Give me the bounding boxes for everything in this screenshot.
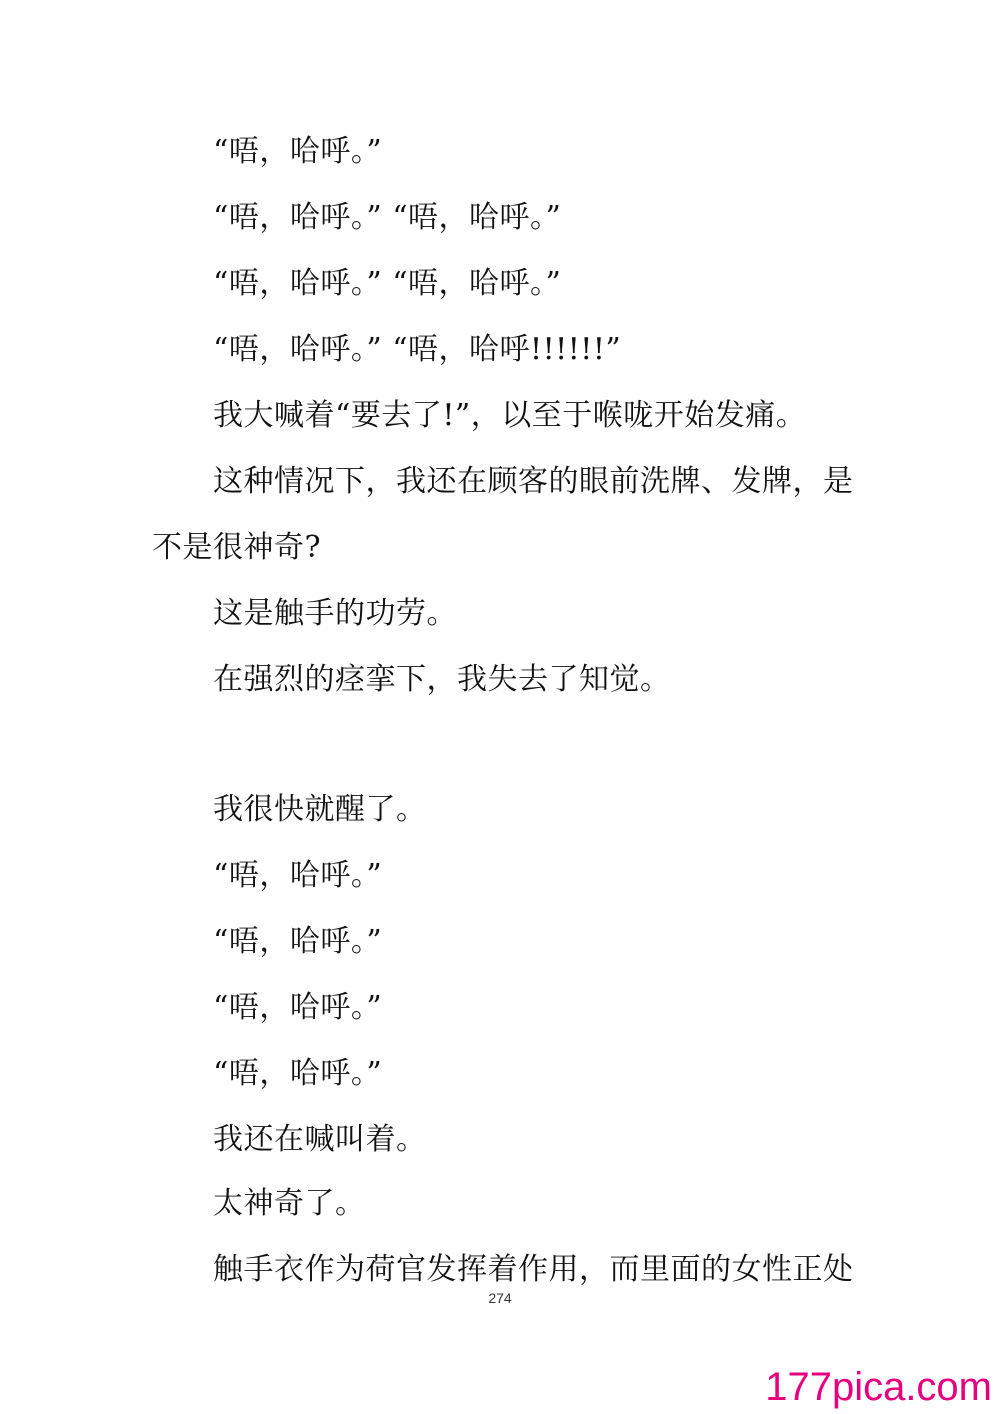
text-line: “唔，哈呼。”	[213, 858, 383, 893]
text-line: 我很快就醒了。	[213, 792, 427, 827]
text-line: 我还在喊叫着。	[213, 1122, 427, 1157]
page-number: 274	[488, 1290, 512, 1306]
text-line: 太神奇了。	[213, 1186, 366, 1221]
text-line: “唔，哈呼。”	[213, 134, 383, 169]
text-line: “唔，哈呼。”	[213, 990, 383, 1025]
text-line: 触手衣作为荷官发挥着作用，而里面的女性正处	[213, 1252, 854, 1287]
text-line: “唔，哈呼。”	[213, 1056, 383, 1091]
text-line: “唔，哈呼。” “唔，哈呼。”	[213, 266, 562, 301]
text-line: 我大喊着“要去了!”，以至于喉咙开始发痛。	[213, 398, 807, 433]
watermark-link[interactable]: 177pica.com	[765, 1365, 992, 1409]
text-line: “唔，哈呼。” “唔，哈呼。”	[213, 200, 562, 235]
text-line: 在强烈的痉挛下，我失去了知觉。	[213, 662, 671, 697]
text-line: 不是很神奇?	[152, 530, 322, 565]
text-line: “唔，哈呼。” “唔，哈呼!!!!!!”	[213, 332, 622, 367]
text-line: 这是触手的功劳。	[213, 596, 457, 631]
text-line: 这种情况下，我还在顾客的眼前洗牌、发牌，是	[213, 464, 854, 499]
text-line: “唔，哈呼。”	[213, 924, 383, 959]
